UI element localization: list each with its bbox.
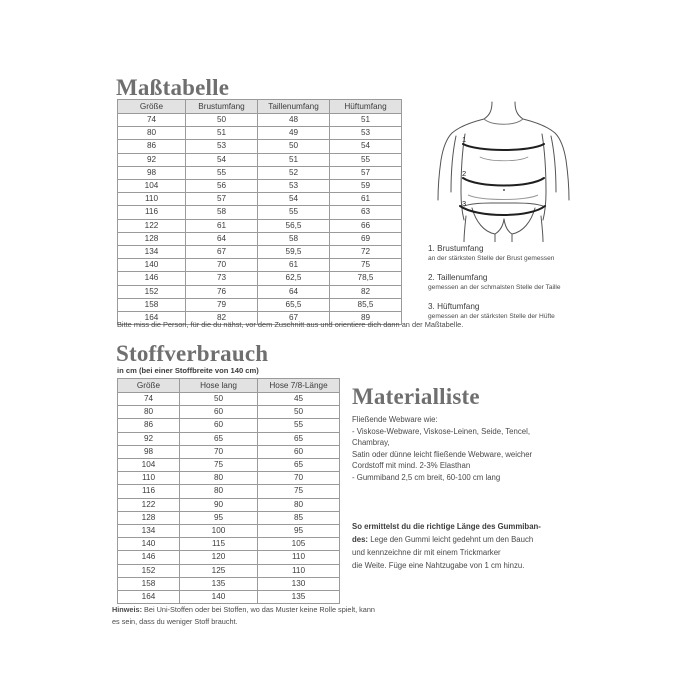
table-row bbox=[118, 538, 340, 551]
fabric-cell-2: 110 bbox=[258, 551, 340, 564]
measurement-cell-3: 82 bbox=[330, 285, 402, 298]
table-row bbox=[118, 472, 340, 485]
marker-label-2: 2 bbox=[462, 169, 467, 178]
measurement-cell-0: 128 bbox=[118, 232, 186, 245]
measurement-cell-2: 51 bbox=[258, 153, 330, 166]
fabric-cell-1: 140 bbox=[180, 591, 258, 604]
measurement-cell-0: 98 bbox=[118, 166, 186, 179]
measurement-cell-2: 58 bbox=[258, 232, 330, 245]
fabric-cell-2: 70 bbox=[258, 472, 340, 485]
measurement-cell-3: 61 bbox=[330, 193, 402, 206]
fabric-cell-0: 134 bbox=[118, 525, 180, 538]
measurement-cell-2: 62,5 bbox=[258, 272, 330, 285]
table-row bbox=[118, 206, 402, 219]
table-row bbox=[118, 577, 340, 590]
measurement-cell-1: 58 bbox=[186, 206, 258, 219]
material-line-4: Cordstoff mit mind. 2-3% Elasthan bbox=[352, 461, 471, 471]
fabric-cell-0: 128 bbox=[118, 511, 180, 524]
legend-desc-waist: gemessen an der schmalsten Stelle der Taille bbox=[428, 284, 561, 291]
page-title-masstabelle: Maßtabelle bbox=[116, 75, 230, 100]
table-row bbox=[118, 180, 402, 193]
fabric-cell-1: 60 bbox=[180, 406, 258, 419]
elastic-note-line2 bbox=[352, 533, 652, 546]
material-line-0: Fließende Webware wie: bbox=[352, 415, 438, 424]
fabric-cell-0: 92 bbox=[118, 432, 180, 445]
fabric-cell-1: 50 bbox=[180, 393, 258, 406]
measurement-cell-3: 69 bbox=[330, 232, 402, 245]
measurement-cell-0: 86 bbox=[118, 140, 186, 153]
marker-label-3: 3 bbox=[462, 199, 467, 208]
material-line-3: Satin oder dünne leicht fließende Webware, weicher bbox=[352, 449, 533, 459]
fabric-cell-2: 65 bbox=[258, 432, 340, 445]
legend-item-hip bbox=[428, 301, 668, 321]
waist-measure-line bbox=[463, 178, 544, 186]
fabric-cell-1: 90 bbox=[180, 498, 258, 511]
fabric-cell-1: 100 bbox=[180, 525, 258, 538]
measurement-cell-1: 55 bbox=[186, 166, 258, 179]
measurement-cell-1: 50 bbox=[186, 114, 258, 127]
material-line-1: - Viskose-Webware, Viskose-Leinen, Seide, Tencel, bbox=[352, 426, 530, 436]
elastic-note-line4: die Weite. Füge eine Nahtzugabe von 1 cm hinzu. bbox=[352, 561, 525, 570]
fabric-cell-0: 164 bbox=[118, 591, 180, 604]
measurement-cell-3: 59 bbox=[330, 180, 402, 193]
bust-measure-line bbox=[463, 144, 544, 150]
body-measurement-figure bbox=[420, 100, 590, 242]
measurement-cell-2: 54 bbox=[258, 193, 330, 206]
elastic-note-lead: So ermittelst du die richtige Länge des Gummiban- bbox=[352, 522, 541, 531]
measurement-cell-0: 122 bbox=[118, 219, 186, 232]
measurement-col-header-2: Taillenumfang bbox=[258, 100, 330, 114]
measurement-cell-2: 59,5 bbox=[258, 246, 330, 259]
measurement-cell-3: 78,5 bbox=[330, 272, 402, 285]
material-line-2: Chambray, bbox=[352, 438, 390, 448]
marker-label-1: 1 bbox=[462, 135, 467, 144]
measurement-cell-3: 85,5 bbox=[330, 298, 402, 311]
fabric-cell-1: 120 bbox=[180, 551, 258, 564]
hinweis-text-line2: es sein, dass du weniger Stoff braucht. bbox=[112, 617, 238, 626]
measurement-cell-1: 76 bbox=[186, 285, 258, 298]
fabric-cell-2: 55 bbox=[258, 419, 340, 432]
fabric-col-header-2: Hose 7/8-Länge bbox=[258, 379, 340, 393]
measurement-cell-3: 75 bbox=[330, 259, 402, 272]
measurement-cell-0: 80 bbox=[118, 127, 186, 140]
measurement-cell-2: 65,5 bbox=[258, 298, 330, 311]
fabric-cell-2: 75 bbox=[258, 485, 340, 498]
measurement-cell-3: 89 bbox=[330, 312, 402, 325]
measurement-cell-2: 48 bbox=[258, 114, 330, 127]
table-row bbox=[118, 419, 340, 432]
table-row bbox=[118, 406, 340, 419]
elastic-note-lead2: des: bbox=[352, 535, 369, 544]
measurement-cell-3: 57 bbox=[330, 166, 402, 179]
fabric-cell-0: 86 bbox=[118, 419, 180, 432]
table-row bbox=[118, 153, 402, 166]
measurement-note: Bitte miss die Person, für die du nähst, vor dem Zuschnitt aus und orientiere dich dann an der Maßtabelle. bbox=[117, 320, 464, 329]
fabric-cell-2: 130 bbox=[258, 577, 340, 590]
page-title-stoffverbrauch: Stoffverbrauch bbox=[116, 341, 269, 366]
measurement-cell-0: 140 bbox=[118, 259, 186, 272]
measurement-cell-1: 56 bbox=[186, 180, 258, 193]
measurement-cell-1: 53 bbox=[186, 140, 258, 153]
measurement-cell-0: 146 bbox=[118, 272, 186, 285]
legend-title-bust: 1. Brustumfang bbox=[428, 244, 484, 253]
fabric-cell-1: 95 bbox=[180, 511, 258, 524]
measurement-cell-2: 53 bbox=[258, 180, 330, 193]
fabric-cell-2: 95 bbox=[258, 525, 340, 538]
table-row bbox=[118, 445, 340, 458]
fabric-cell-1: 80 bbox=[180, 472, 258, 485]
table-row bbox=[118, 127, 402, 140]
measurement-cell-0: 164 bbox=[118, 312, 186, 325]
table-row bbox=[118, 498, 340, 511]
table-row bbox=[118, 298, 402, 311]
measurement-cell-0: 74 bbox=[118, 114, 186, 127]
material-list bbox=[352, 414, 652, 484]
table-header-row bbox=[118, 100, 402, 114]
table-row bbox=[118, 232, 402, 245]
measurement-cell-0: 92 bbox=[118, 153, 186, 166]
elastic-note-rest: Lege den Gummi leicht gedehnt um den Bauch bbox=[368, 535, 534, 544]
table-row bbox=[118, 485, 340, 498]
fabric-col-header-1: Hose lang bbox=[180, 379, 258, 393]
fabric-cell-0: 140 bbox=[118, 538, 180, 551]
measurement-cell-0: 158 bbox=[118, 298, 186, 311]
torso-diagram-icon bbox=[420, 100, 590, 242]
legend-item-waist bbox=[428, 272, 668, 292]
measurement-cell-2: 52 bbox=[258, 166, 330, 179]
table-row bbox=[118, 525, 340, 538]
measurement-cell-2: 50 bbox=[258, 140, 330, 153]
fabric-cell-2: 50 bbox=[258, 406, 340, 419]
table-header-row bbox=[118, 379, 340, 393]
measurement-col-header-0: Größe bbox=[118, 100, 186, 114]
measurement-col-header-3: Hüftumfang bbox=[330, 100, 402, 114]
page-title-materialliste: Materialliste bbox=[352, 384, 480, 409]
fabric-cell-0: 110 bbox=[118, 472, 180, 485]
fabric-cell-2: 45 bbox=[258, 393, 340, 406]
fabric-cell-1: 75 bbox=[180, 459, 258, 472]
fabric-cell-2: 105 bbox=[258, 538, 340, 551]
measurement-cell-2: 67 bbox=[258, 312, 330, 325]
measurement-cell-1: 70 bbox=[186, 259, 258, 272]
legend-item-bust bbox=[428, 243, 668, 263]
measurement-cell-2: 55 bbox=[258, 206, 330, 219]
material-line-5: - Gummiband 2,5 cm breit, 60-100 cm lang bbox=[352, 472, 501, 482]
fabric-cell-2: 60 bbox=[258, 445, 340, 458]
fabric-cell-0: 116 bbox=[118, 485, 180, 498]
fabric-cell-2: 110 bbox=[258, 564, 340, 577]
measurement-cell-2: 61 bbox=[258, 259, 330, 272]
fabric-cell-2: 135 bbox=[258, 591, 340, 604]
fabric-cell-0: 158 bbox=[118, 577, 180, 590]
measurement-cell-3: 54 bbox=[330, 140, 402, 153]
measurement-table bbox=[117, 99, 402, 325]
fabric-cell-1: 70 bbox=[180, 445, 258, 458]
elastic-note-line3: und kennzeichne dir mit einem Trickmarker bbox=[352, 548, 501, 557]
fabric-cell-0: 74 bbox=[118, 393, 180, 406]
fabric-cell-0: 122 bbox=[118, 498, 180, 511]
fabric-cell-0: 98 bbox=[118, 445, 180, 458]
fabric-table-wrapper bbox=[117, 378, 339, 604]
fabric-cell-1: 125 bbox=[180, 564, 258, 577]
measurement-cell-2: 49 bbox=[258, 127, 330, 140]
legend-title-waist: 2. Taillenumfang bbox=[428, 273, 488, 282]
fabric-cell-0: 146 bbox=[118, 551, 180, 564]
measurement-cell-3: 72 bbox=[330, 246, 402, 259]
fabric-cell-2: 80 bbox=[258, 498, 340, 511]
measurement-cell-3: 63 bbox=[330, 206, 402, 219]
fabric-table bbox=[117, 378, 340, 604]
measurement-cell-0: 110 bbox=[118, 193, 186, 206]
table-row bbox=[118, 272, 402, 285]
measurement-cell-2: 56,5 bbox=[258, 219, 330, 232]
fabric-cell-1: 135 bbox=[180, 577, 258, 590]
fabric-cell-1: 115 bbox=[180, 538, 258, 551]
table-row bbox=[118, 564, 340, 577]
measurement-cell-1: 51 bbox=[186, 127, 258, 140]
measurement-cell-1: 73 bbox=[186, 272, 258, 285]
measurement-col-header-1: Brustumfang bbox=[186, 100, 258, 114]
measurement-cell-1: 82 bbox=[186, 312, 258, 325]
table-row bbox=[118, 246, 402, 259]
measurement-cell-0: 134 bbox=[118, 246, 186, 259]
fabric-cell-1: 65 bbox=[180, 432, 258, 445]
measurement-cell-3: 53 bbox=[330, 127, 402, 140]
measurement-cell-1: 57 bbox=[186, 193, 258, 206]
table-row bbox=[118, 459, 340, 472]
table-row bbox=[118, 259, 402, 272]
fabric-hinweis bbox=[112, 604, 532, 628]
legend-title-hip: 3. Hüftumfang bbox=[428, 302, 480, 311]
table-row bbox=[118, 285, 402, 298]
fabric-subtitle: in cm (bei einer Stoffbreite von 140 cm) bbox=[117, 366, 259, 375]
fabric-cell-0: 80 bbox=[118, 406, 180, 419]
table-row bbox=[118, 511, 340, 524]
fabric-cell-0: 152 bbox=[118, 564, 180, 577]
measurement-cell-1: 64 bbox=[186, 232, 258, 245]
legend-desc-bust: an der stärksten Stelle der Brust gemessen bbox=[428, 255, 555, 262]
measurement-cell-3: 51 bbox=[330, 114, 402, 127]
measurement-cell-1: 79 bbox=[186, 298, 258, 311]
fabric-cell-1: 60 bbox=[180, 419, 258, 432]
table-row bbox=[118, 140, 402, 153]
hinweis-text: Bei Uni-Stoffen oder bei Stoffen, wo das Muster keine Rolle spielt, kann bbox=[142, 605, 375, 614]
table-row bbox=[118, 193, 402, 206]
table-row bbox=[118, 219, 402, 232]
measurement-cell-1: 61 bbox=[186, 219, 258, 232]
measurement-cell-0: 116 bbox=[118, 206, 186, 219]
elastic-length-note bbox=[352, 520, 652, 572]
measurement-cell-1: 67 bbox=[186, 246, 258, 259]
measurement-cell-0: 152 bbox=[118, 285, 186, 298]
figure-legend bbox=[428, 243, 668, 330]
fabric-col-header-0: Größe bbox=[118, 379, 180, 393]
hinweis-label: Hinweis: bbox=[112, 605, 143, 614]
fabric-cell-1: 80 bbox=[180, 485, 258, 498]
table-row bbox=[118, 393, 340, 406]
fabric-cell-2: 85 bbox=[258, 511, 340, 524]
elastic-note-line1 bbox=[352, 520, 652, 533]
measurement-cell-0: 104 bbox=[118, 180, 186, 193]
table-row bbox=[118, 551, 340, 564]
fabric-cell-2: 65 bbox=[258, 459, 340, 472]
measurement-cell-3: 55 bbox=[330, 153, 402, 166]
measurement-cell-3: 66 bbox=[330, 219, 402, 232]
table-row bbox=[118, 432, 340, 445]
measurement-cell-2: 64 bbox=[258, 285, 330, 298]
measurement-table-wrapper bbox=[117, 99, 401, 325]
legend-desc-hip: gemessen an der stärksten Stelle der Hüfte bbox=[428, 313, 555, 320]
fabric-cell-0: 104 bbox=[118, 459, 180, 472]
table-row bbox=[118, 114, 402, 127]
measurement-cell-1: 54 bbox=[186, 153, 258, 166]
table-row bbox=[118, 166, 402, 179]
table-row bbox=[118, 591, 340, 604]
